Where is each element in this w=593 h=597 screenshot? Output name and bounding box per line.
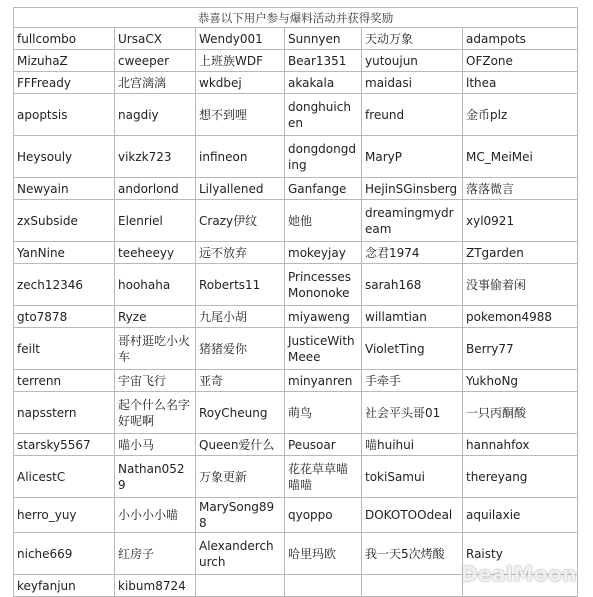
username-cell: Berry77: [463, 328, 578, 370]
table-row: [14, 94, 578, 136]
username-cell: teeheeyy: [115, 242, 196, 264]
username-cell: 念君1974: [362, 242, 463, 264]
username-cell: Peusoar: [285, 434, 362, 456]
username-cell: RoyCheung: [196, 392, 285, 434]
username-cell: tokiSamui: [362, 456, 463, 498]
username-cell: miyaweng: [285, 306, 362, 328]
username-cell: lthea: [463, 72, 578, 94]
username-cell: napsstern: [14, 392, 115, 434]
username-cell: DOKOTOOdeal: [362, 498, 463, 533]
table-row: [14, 50, 578, 72]
table-row: [14, 178, 578, 200]
username-cell: 萌鸟: [285, 392, 362, 434]
username-cell: 哥村逛吃小火车: [115, 328, 196, 370]
username-cell: OFZone: [463, 50, 578, 72]
username-cell: Nathan0529: [115, 456, 196, 498]
table-row: [14, 200, 578, 242]
username-cell: MC_MeiMei: [463, 136, 578, 178]
table-row: [14, 575, 578, 597]
username-cell: [463, 575, 578, 597]
username-cell: adampots: [463, 28, 578, 50]
username-cell: UrsaCX: [115, 28, 196, 50]
table-title: 恭喜以下用户参与爆料活动并获得奖励: [14, 8, 578, 28]
table-row: [14, 370, 578, 392]
username-cell: 喵huihui: [362, 434, 463, 456]
username-cell: 她他: [285, 200, 362, 242]
username-cell: thereyang: [463, 456, 578, 498]
username-cell: ZTgarden: [463, 242, 578, 264]
username-cell: sarah168: [362, 264, 463, 306]
table-row: [14, 498, 578, 533]
username-cell: keyfanjun: [14, 575, 115, 597]
username-cell: [196, 575, 285, 597]
username-cell: qyoppo: [285, 498, 362, 533]
username-cell: willamtian: [362, 306, 463, 328]
username-cell: maidasi: [362, 72, 463, 94]
table-row: [14, 136, 578, 178]
username-cell: 没事偷着闲: [463, 264, 578, 306]
username-cell: minyanren: [285, 370, 362, 392]
username-cell: VioletTing: [362, 328, 463, 370]
username-cell: 万象更新: [196, 456, 285, 498]
username-cell: 远不放弃: [196, 242, 285, 264]
username-cell: 起个什么名字好呢啊: [115, 392, 196, 434]
username-cell: [362, 575, 463, 597]
table-row: [14, 434, 578, 456]
username-cell: pokemon4988: [463, 306, 578, 328]
username-cell: aquilaxie: [463, 498, 578, 533]
username-cell: xyl0921: [463, 200, 578, 242]
username-cell: 宇宙飞行: [115, 370, 196, 392]
username-cell: HejinSGinsberg: [362, 178, 463, 200]
username-cell: Raisty: [463, 533, 578, 575]
username-cell: Wendy001: [196, 28, 285, 50]
username-cell: niche669: [14, 533, 115, 575]
username-cell: 北宫漓漓: [115, 72, 196, 94]
username-cell: Lilyallened: [196, 178, 285, 200]
username-cell: herro_yuy: [14, 498, 115, 533]
username-cell: 想不到哩: [196, 94, 285, 136]
table-row: [14, 264, 578, 306]
username-cell: YanNine: [14, 242, 115, 264]
username-cell: AlicestC: [14, 456, 115, 498]
username-cell: akakala: [285, 72, 362, 94]
username-cell: hannahfox: [463, 434, 578, 456]
username-cell: freund: [362, 94, 463, 136]
username-cell: 手牵手: [362, 370, 463, 392]
username-cell: donghuichen: [285, 94, 362, 136]
username-cell: MizuhaZ: [14, 50, 115, 72]
username-cell: [285, 575, 362, 597]
username-cell: 落落微言: [463, 178, 578, 200]
username-cell: vikzk723: [115, 136, 196, 178]
username-cell: gto7878: [14, 306, 115, 328]
username-cell: YukhoNg: [463, 370, 578, 392]
username-cell: Ryze: [115, 306, 196, 328]
username-cell: fullcombo: [14, 28, 115, 50]
username-cell: 红房子: [115, 533, 196, 575]
username-cell: Elenriel: [115, 200, 196, 242]
username-cell: infineon: [196, 136, 285, 178]
username-cell: 喵小马: [115, 434, 196, 456]
username-cell: Bear1351: [285, 50, 362, 72]
username-cell: nagdiy: [115, 94, 196, 136]
username-cell: dreamingmydream: [362, 200, 463, 242]
username-cell: Princesses Mononoke: [285, 264, 362, 306]
table-row: [14, 242, 578, 264]
table-row: [14, 533, 578, 575]
username-cell: MaryP: [362, 136, 463, 178]
username-cell: mokeyjay: [285, 242, 362, 264]
username-cell: 花花草草喵喵喵: [285, 456, 362, 498]
username-cell: MarySong898: [196, 498, 285, 533]
username-cell: 上班族WDF: [196, 50, 285, 72]
username-cell: Newyain: [14, 178, 115, 200]
username-cell: 小小小小喵: [115, 498, 196, 533]
username-cell: Queen爱什么: [196, 434, 285, 456]
username-cell: 天动万象: [362, 28, 463, 50]
username-cell: feilt: [14, 328, 115, 370]
username-cell: 金币plz: [463, 94, 578, 136]
username-cell: Sunnyen: [285, 28, 362, 50]
winners-table-body: [14, 28, 578, 597]
username-cell: Crazy伊纹: [196, 200, 285, 242]
table-row: [14, 72, 578, 94]
table-row: [14, 28, 578, 50]
username-cell: FFFready: [14, 72, 115, 94]
username-cell: 亚奇: [196, 370, 285, 392]
table-row: [14, 306, 578, 328]
username-cell: andorlond: [115, 178, 196, 200]
username-cell: JusticeWith Meee: [285, 328, 362, 370]
username-cell: apoptsis: [14, 94, 115, 136]
username-cell: zxSubside: [14, 200, 115, 242]
username-cell: Roberts11: [196, 264, 285, 306]
username-cell: cweeper: [115, 50, 196, 72]
username-cell: 哈里玛欧: [285, 533, 362, 575]
username-cell: yutoujun: [362, 50, 463, 72]
username-cell: dongdongding: [285, 136, 362, 178]
username-cell: starsky5567: [14, 434, 115, 456]
username-cell: hoohaha: [115, 264, 196, 306]
username-cell: 我一天5次烤酸: [362, 533, 463, 575]
username-cell: 一只丙酮酸: [463, 392, 578, 434]
username-cell: 九尾小胡: [196, 306, 285, 328]
table-row: [14, 456, 578, 498]
username-cell: Heysouly: [14, 136, 115, 178]
table-row: [14, 328, 578, 370]
winners-table: [13, 7, 578, 597]
username-cell: zech12346: [14, 264, 115, 306]
username-cell: terrenn: [14, 370, 115, 392]
table-row: [14, 392, 578, 434]
username-cell: 猪猪爱你: [196, 328, 285, 370]
username-cell: Alexanderchurch: [196, 533, 285, 575]
dealmoon-watermark: DealMoon: [460, 562, 577, 586]
username-cell: 社会平头哥01: [362, 392, 463, 434]
username-cell: wkdbej: [196, 72, 285, 94]
username-cell: Ganfange: [285, 178, 362, 200]
username-cell: kibum8724: [115, 575, 196, 597]
